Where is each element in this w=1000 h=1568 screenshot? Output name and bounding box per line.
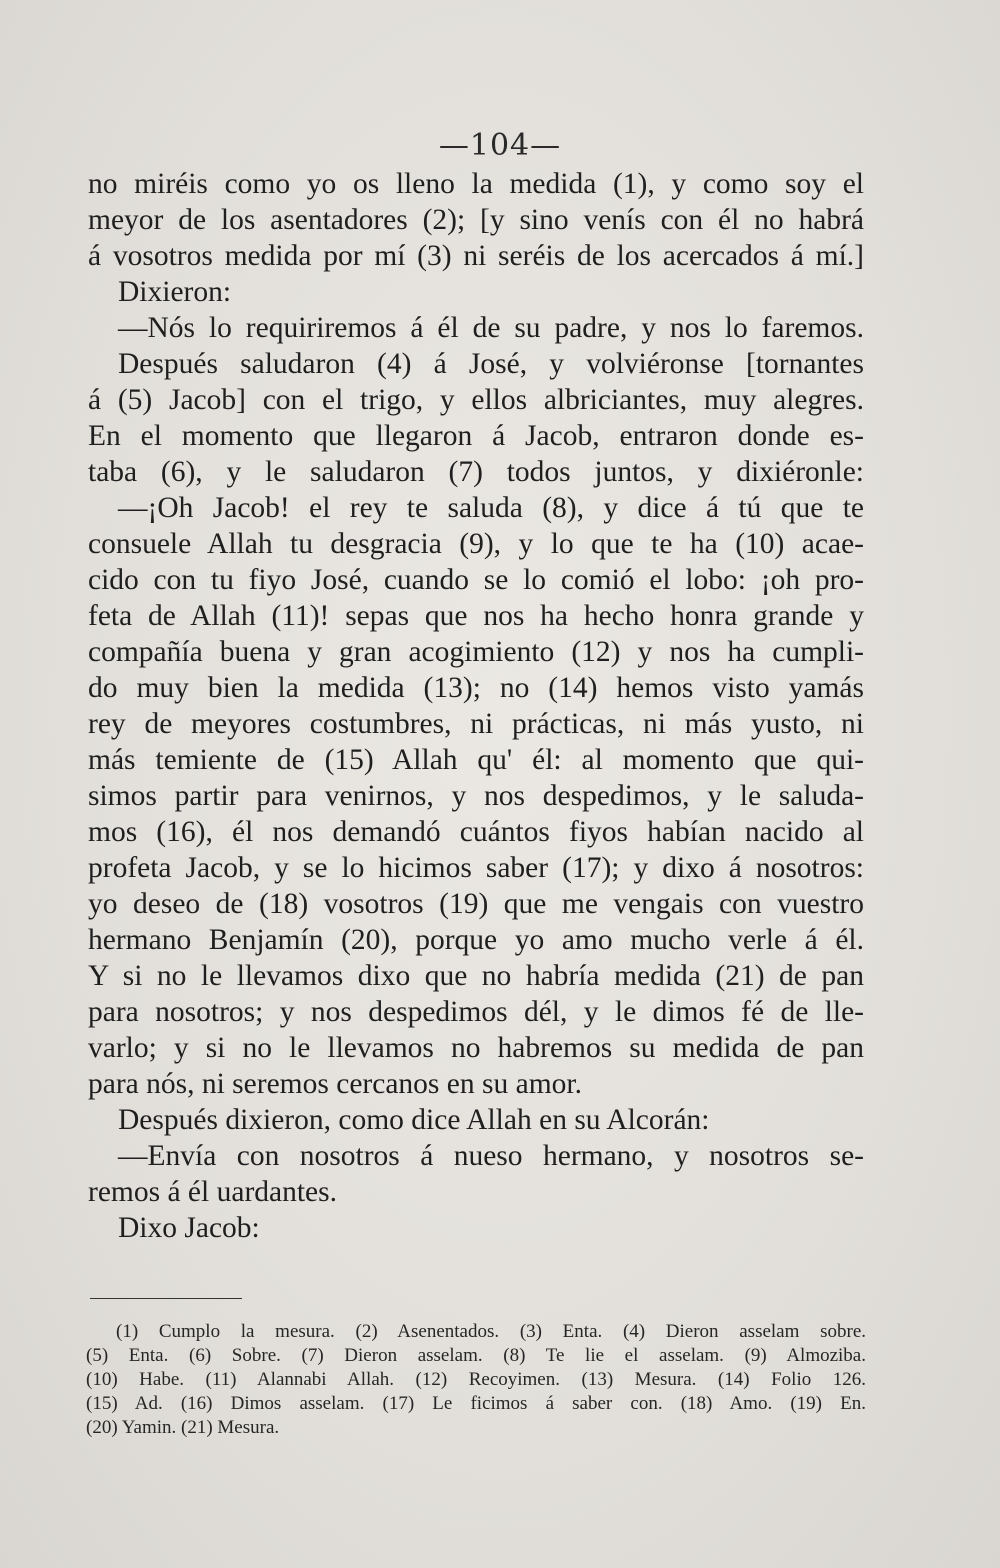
text-line: varlo; y si no le llevamos no habremos su medida de pan [88, 1032, 864, 1064]
text-line: Y si no le llevamos dixo que no habría medida (21) de pan [88, 960, 864, 992]
text-line: taba (6), y le saludaron (7) todos juntos, y dixiéronle: [88, 456, 864, 488]
text-line: yo deseo de (18) vosotros (19) que me vengais con vuestro [88, 888, 864, 920]
text-line: —¡Oh Jacob! el rey te saluda (8), y dice á tú que te [118, 492, 864, 524]
text-line: Dixieron: [118, 276, 232, 308]
text-line: rey de meyores costumbres, ni prácticas, ni más yusto, ni [88, 708, 864, 740]
text-line: remos á él uardantes. [88, 1176, 338, 1208]
footnote-line: (15) Ad. (16) Dimos asselam. (17) Le ficimos á saber con. (18) Amo. (19) En. [86, 1393, 866, 1414]
page-number: —104— [438, 128, 562, 163]
text-line: —Envía con nosotros á nueso hermano, y nosotros se- [118, 1140, 864, 1172]
footnote-line: (5) Enta. (6) Sobre. (7) Dieron asselam. (8) Te lie el asselam. (9) Almoziba. [86, 1345, 866, 1366]
text-line: compañía buena y gran acogimiento (12) y nos ha cumpli- [88, 636, 864, 668]
text-line: más temiente de (15) Allah qu' él: al momento que qui- [88, 744, 864, 776]
footnote-line: (20) Yamin. (21) Mesura. [86, 1417, 280, 1438]
text-line: Dixo Jacob: [118, 1212, 260, 1244]
text-line: feta de Allah (11)! sepas que nos ha hecho honra grande y [88, 600, 864, 632]
text-line: cido con tu fiyo José, cuando se lo comió el lobo: ¡oh pro- [88, 564, 864, 596]
text-line: á vosotros medida por mí (3) ni seréis de los acercados á mí.] [88, 240, 864, 272]
text-line: En el momento que llegaron á Jacob, entraron donde es- [88, 420, 864, 452]
footnotes [86, 1320, 866, 1440]
text-line: no miréis como yo os lleno la medida (1), y como soy el [88, 168, 864, 200]
text-line: —Nós lo requiriremos á él de su padre, y nos lo faremos. [118, 312, 864, 344]
text-line: para nós, ni seremos cercanos en su amor. [88, 1068, 582, 1100]
text-line: do muy bien la medida (13); no (14) hemos visto yamás [88, 672, 864, 704]
footnote-separator [90, 1298, 242, 1299]
text-line: profeta Jacob, y se lo hicimos saber (17); y dixo á nosotros: [88, 852, 864, 884]
text-line: hermano Benjamín (20), porque yo amo mucho verle á él. [88, 924, 864, 956]
footnote-line: (1) Cumplo la mesura. (2) Asenentados. (3) Enta. (4) Dieron asselam sobre. [116, 1321, 866, 1342]
text-line: simos partir para venirnos, y nos despedimos, y le saluda- [88, 780, 864, 812]
footnote-line: (10) Habe. (11) Alannabi Allah. (12) Recoyimen. (13) Mesura. (14) Folio 126. [86, 1369, 866, 1390]
text-line: meyor de los asentadores (2); [y sino venís con él no habrá [88, 204, 864, 236]
text-line: para nosotros; y nos despedimos dél, y le dimos fé de lle- [88, 996, 864, 1028]
text-line: Después saludaron (4) á José, y volviéronse [tornantes [118, 348, 864, 380]
text-line: Después dixieron, como dice Allah en su Alcorán: [118, 1104, 710, 1136]
body-text [88, 166, 864, 1246]
text-line: á (5) Jacob] con el trigo, y ellos albriciantes, muy alegres. [88, 384, 864, 416]
text-line: consuele Allah tu desgracia (9), y lo que te ha (10) acae- [88, 528, 864, 560]
text-line: mos (16), él nos demandó cuántos fiyos habían nacido al [88, 816, 864, 848]
